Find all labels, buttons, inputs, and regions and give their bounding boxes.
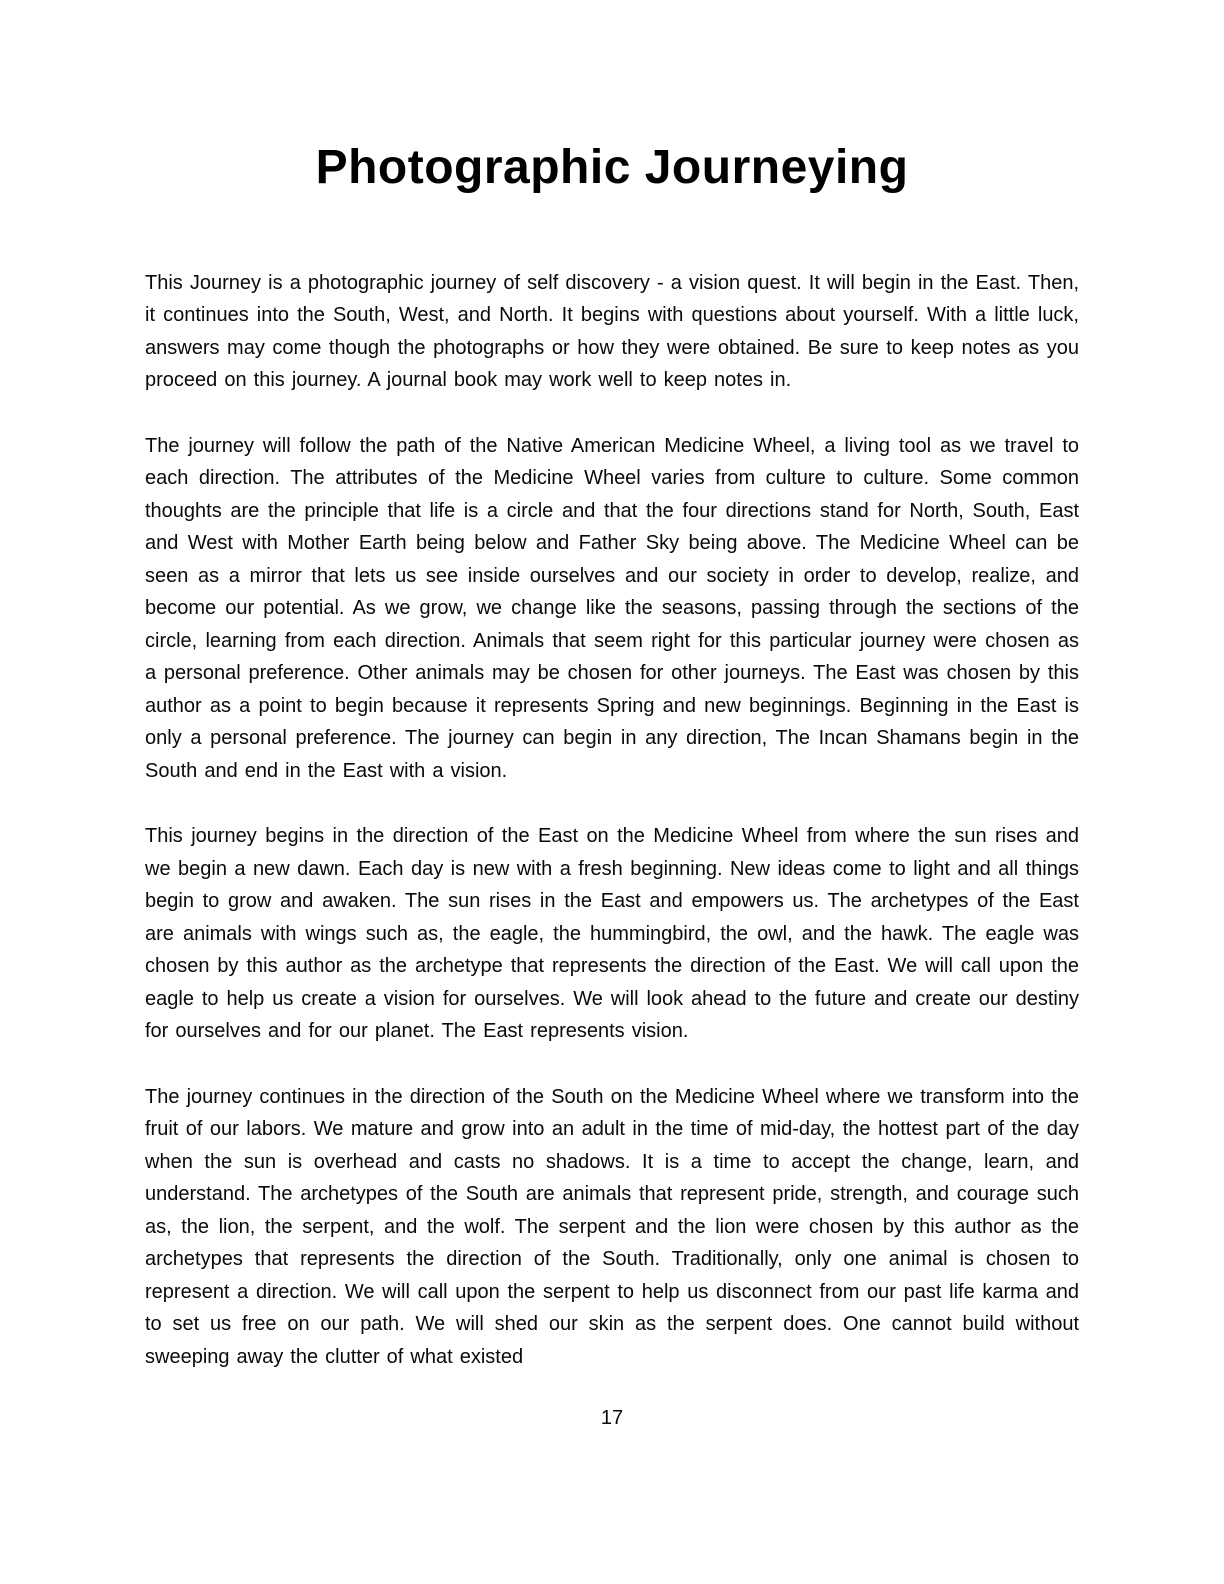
page-number: 17 — [600, 1407, 624, 1430]
paragraph-medicine-wheel: The journey will follow the path of the Native American Medicine Wheel, a living tool as we travel to each direction. The attributes of the Medicine Wheel varies from culture to culture. Some common thoughts are the principle that life is a circle and that the four directions stand for North, South, East and West with Mother Earth being below and Father Sky being above. The Medicine Wheel can be seen as a mirror that lets us see inside ourselves and our society in order to develop, realize, and become our potential. As we grow, we change like the seasons, passing through the sections of the circle, learning from each direction. Animals that seem right for this particular journey were chosen as a personal preference. Other animals may be chosen for other journeys. The East was chosen by this author as a point to begin because it represents Spring and new beginnings. Beginning in the East is only a personal preference. The journey can begin in any direction, The Incan Shamans begin in the South and end in the East with a vision. — [145, 434, 1079, 782]
paragraph-south: The journey continues in the direction of the South on the Medicine Wheel where we transform into the fruit of our labors. We mature and grow into an adult in the time of mid-day, the hottest part of the day when the sun is overhead and casts no shadows. It is a time to accept the change, learn, and understand. The archetypes of the South are animals that represent pride, strength, and courage such as, the lion, the serpent, and the wolf. The serpent and the lion were chosen by this author as the archetypes that represents the direction of the South. Traditionally, only one animal is chosen to represent a direction. We will call upon the serpent to help us disconnect from our past life karma and to set us free on our path. We will shed our skin as the serpent does. One cannot build without sweeping away the clutter of what existed — [145, 1085, 1079, 1368]
page-title: Photographic Journeying — [315, 141, 909, 194]
paragraph-east: This journey begins in the direction of the East on the Medicine Wheel from where the sun rises and we begin a new dawn. Each day is new with a fresh beginning. New ideas come to light and all things begin to grow and awaken. The sun rises in the East and empowers us. The archetypes of the East are animals with wings such as, the eagle, the hummingbird, the owl, and the hawk. The eagle was chosen by this author as the archetype that represents the direction of the East. We will call upon the eagle to help us create a vision for ourselves. We will look ahead to the future and create our destiny for ourselves and for our planet. The East represents vision. — [145, 825, 1079, 1043]
document-body — [145, 267, 1079, 1374]
paragraph-intro: This Journey is a photographic journey of self discovery - a vision quest. It will begin in the East. Then, it continues into the South, West, and North. It begins with questions about yourself. With a little luck, answers may come though the photographs or how they were obtained. Be sure to keep notes as you proceed on this journey. A journal book may work well to keep notes in. — [145, 271, 1079, 392]
